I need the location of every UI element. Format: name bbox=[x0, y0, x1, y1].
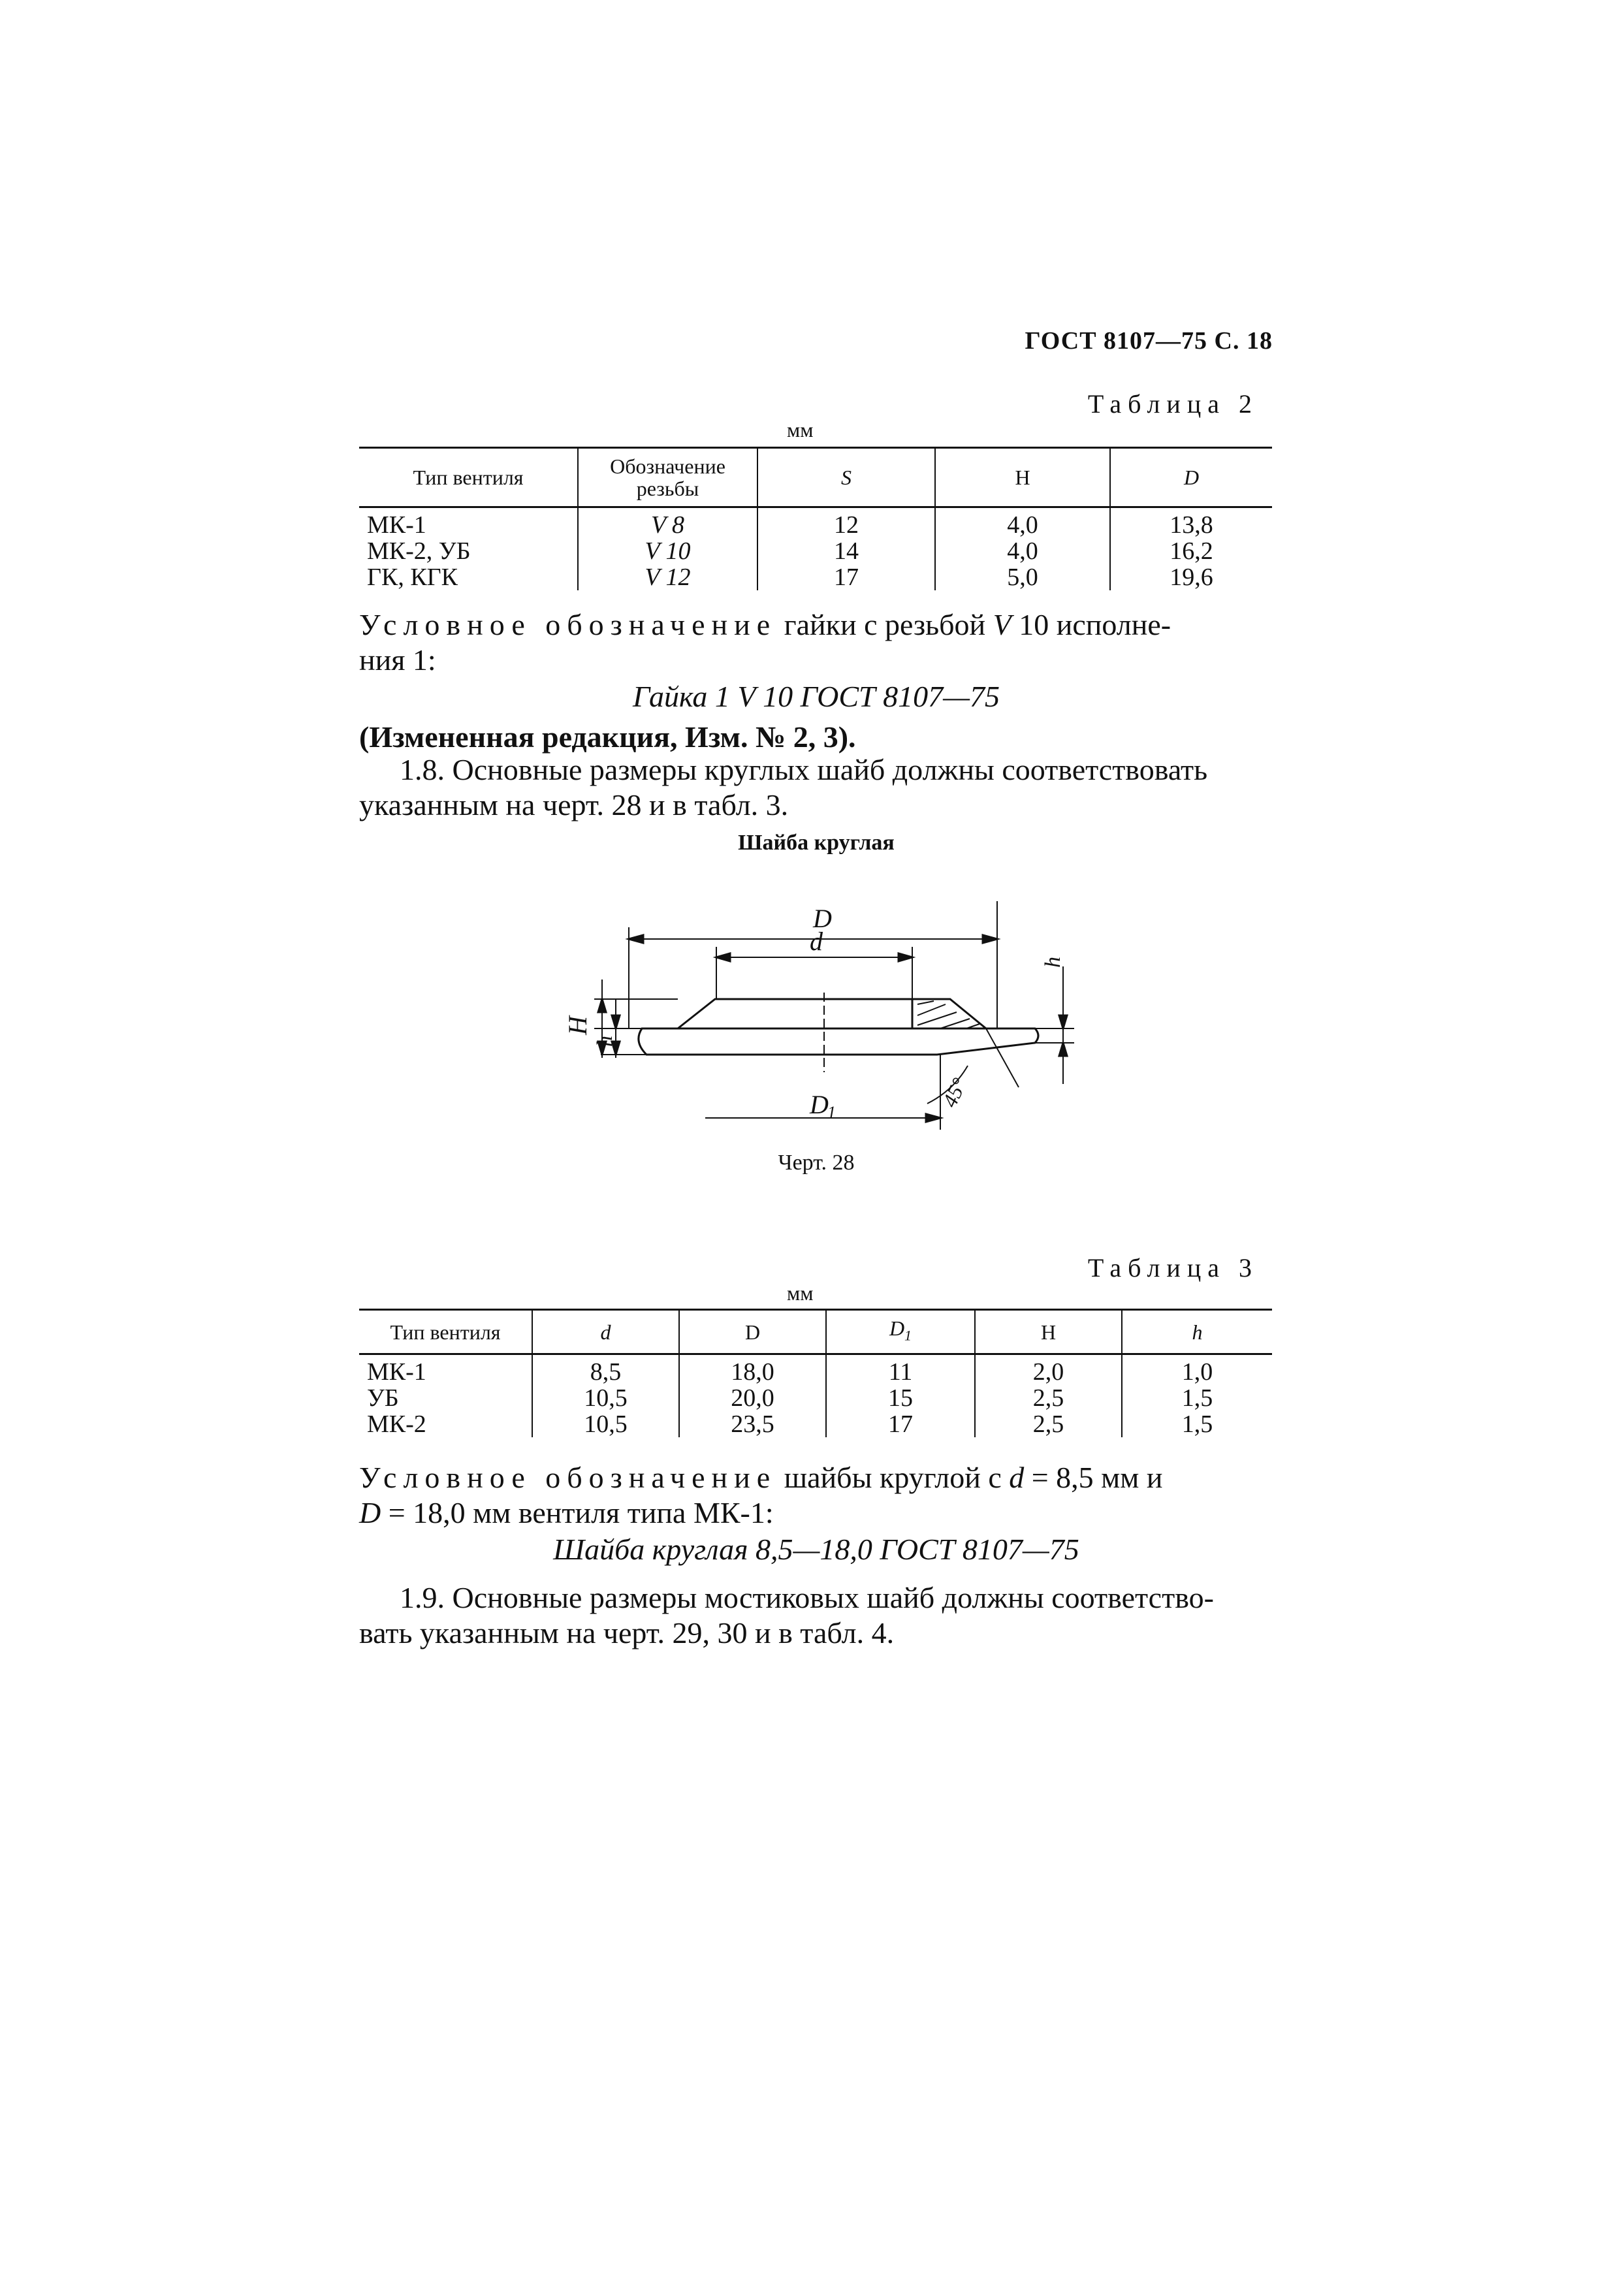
table2-units: мм bbox=[787, 418, 814, 441]
table-cell: 1,0 bbox=[1122, 1354, 1272, 1386]
table2 bbox=[359, 447, 1272, 590]
table-cell: 8,5 bbox=[532, 1354, 679, 1386]
table-cell: 19,6 bbox=[1110, 564, 1272, 590]
label-d: d bbox=[810, 927, 823, 956]
table3-header-row bbox=[359, 1310, 1272, 1354]
table-row bbox=[359, 1411, 1272, 1437]
table3 bbox=[359, 1309, 1272, 1437]
table-cell: V 10 bbox=[578, 538, 757, 564]
table3-header-cell: $D_1$ bbox=[826, 1310, 975, 1354]
table2-caption: Таблица 2 bbox=[1087, 389, 1258, 419]
table-row bbox=[359, 1385, 1272, 1411]
section-outline bbox=[912, 999, 1035, 1028]
table-cell: V 8 bbox=[578, 507, 757, 539]
washer-designation-text: Условное обозначение шайбы круглой с d = 8,5 мм и D = 18,0 мм вентиля типа МК-1: bbox=[359, 1461, 1163, 1529]
table2-header-cell: Обозначение резьбы bbox=[578, 448, 757, 507]
label-D: D bbox=[813, 904, 832, 933]
label-angle: 45° bbox=[937, 1074, 972, 1111]
table-cell: 15 bbox=[826, 1385, 975, 1411]
washer-outline bbox=[639, 1028, 1038, 1055]
washer-boss-left bbox=[678, 999, 912, 1028]
table-cell: 1,5 bbox=[1122, 1411, 1272, 1437]
table2-header-cell: Тип вентиля bbox=[359, 448, 578, 507]
label-h-left: h bbox=[593, 1036, 617, 1047]
table-cell: МК-2, УБ bbox=[367, 537, 471, 565]
paragraph-1-8: 1.8. Основные размеры круглых шайб должны соответствовать указанным на черт. 28 и в табл. 3. bbox=[359, 753, 1208, 821]
table-cell: 10,5 bbox=[532, 1385, 679, 1411]
table-row bbox=[359, 538, 1272, 564]
table-cell: V 12 bbox=[578, 564, 757, 590]
table-cell: ГК, КГК bbox=[367, 564, 458, 591]
page-header: ГОСТ 8107—75 С. 18 bbox=[1025, 327, 1273, 355]
label-H: H bbox=[563, 1016, 592, 1035]
table-cell: 5,0 bbox=[935, 564, 1110, 590]
label-D1: D bbox=[810, 1090, 829, 1119]
table-cell: МК-1 bbox=[367, 1358, 426, 1386]
paragraph-1-9: 1.9. Основные размеры мостиковых шайб должны соответство- вать указанным на черт. 29, 30 и в табл. 4. bbox=[359, 1581, 1214, 1649]
table-cell: 11 bbox=[826, 1354, 975, 1386]
table-row bbox=[359, 1354, 1272, 1386]
figure-caption: Черт. 28 bbox=[778, 1151, 855, 1175]
washer-drawing bbox=[522, 862, 1097, 1136]
table-cell: 18,0 bbox=[679, 1354, 826, 1386]
table-row bbox=[359, 564, 1272, 590]
table2-header-cell: H bbox=[935, 448, 1110, 507]
figure-title: Шайба круглая bbox=[738, 831, 895, 855]
table-cell: 2,5 bbox=[975, 1385, 1122, 1411]
table3-header-cell: h bbox=[1122, 1310, 1272, 1354]
table3-header-cell: H bbox=[975, 1310, 1122, 1354]
table2-header-row bbox=[359, 448, 1272, 507]
table-cell: МК-2 bbox=[367, 1410, 426, 1439]
table-cell: 2,0 bbox=[975, 1354, 1122, 1386]
table-row bbox=[359, 507, 1272, 539]
amendment-note: (Измененная редакция, Изм. № 2, 3). bbox=[359, 720, 856, 754]
table-cell: 12 bbox=[757, 507, 935, 539]
table-cell: МК-1 bbox=[367, 511, 426, 539]
table-cell: 20,0 bbox=[679, 1385, 826, 1411]
table-cell: 4,0 bbox=[935, 538, 1110, 564]
table3-caption: Таблица 3 bbox=[1087, 1253, 1258, 1282]
table-cell: 17 bbox=[826, 1411, 975, 1437]
table3-header-cell: Тип вентиля bbox=[359, 1310, 532, 1354]
table-cell: УБ bbox=[367, 1384, 399, 1412]
nut-designation-example: Гайка 1 V 10 ГОСТ 8107—75 bbox=[632, 680, 1000, 713]
table-cell: 23,5 bbox=[679, 1411, 826, 1437]
nut-designation-text: Условное обозначение гайки с резьбой V 10 исполне- ния 1: bbox=[359, 608, 1171, 677]
label-h-right: h bbox=[1041, 957, 1065, 968]
table-cell: 16,2 bbox=[1110, 538, 1272, 564]
table3-header-cell: d bbox=[532, 1310, 679, 1354]
table-cell: 2,5 bbox=[975, 1411, 1122, 1437]
table2-header-cell: S bbox=[757, 448, 935, 507]
table3-header-cell: D bbox=[679, 1310, 826, 1354]
table-cell: 10,5 bbox=[532, 1411, 679, 1437]
table-cell: 14 bbox=[757, 538, 935, 564]
label-D1-sub: 1 bbox=[827, 1103, 836, 1122]
table2-header-cell: D bbox=[1110, 448, 1272, 507]
washer-designation-example: Шайба круглая 8,5—18,0 ГОСТ 8107—75 bbox=[553, 1533, 1079, 1566]
table-cell: 17 bbox=[757, 564, 935, 590]
table-cell: 13,8 bbox=[1110, 507, 1272, 539]
table-cell: 1,5 bbox=[1122, 1385, 1272, 1411]
table3-units: мм bbox=[787, 1281, 814, 1305]
table-cell: 4,0 bbox=[935, 507, 1110, 539]
